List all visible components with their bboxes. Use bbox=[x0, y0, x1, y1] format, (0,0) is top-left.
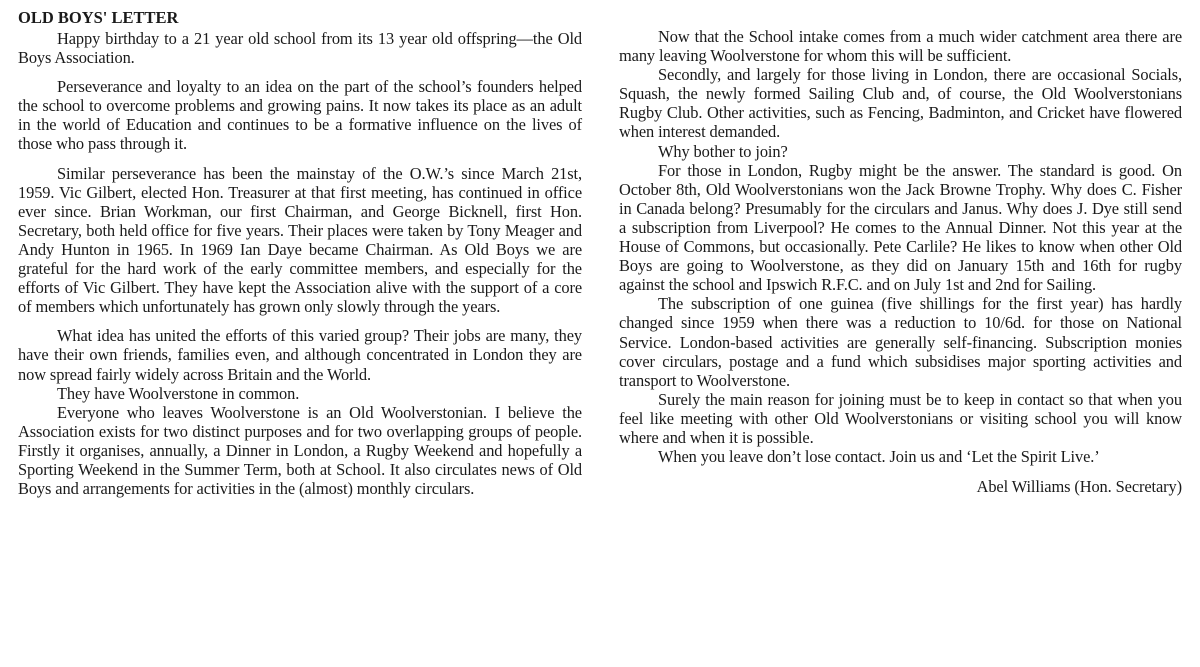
paragraph-history: Similar perseverance has been the mainstay of the O.W.’s since March 21st, 1959. Vic Gilbert, elected Hon. Treasurer at that first meeting, has continued in office ever since. Brian Workman, our first Chairman, and George Bicknell, first Hon. Secretary, both held office for five years. Their places were taken by Tony Meager and Andy Hunton in 1965. In 1969 Ian Daye became Chairman. As Old Boys we are grateful for the hard work of the early committee members, and especially for the efforts of Vic Gilbert. They have kept the Association alive with the support of a core of members which unfortunately has grown only slowly through the years. bbox=[18, 163, 582, 317]
paragraph-why-join: Why bother to join? bbox=[658, 141, 788, 161]
paragraph-rugby: For those in London, Rugby might be the answer. The standard is good. On October 8th, Old Woolverstonians won the Jack Browne Trophy. Why does C. Fisher in Canada belong? Presumably for the circulars and Janus. Why does J. Dye still send a subscription from Liverpool? He comes to the Annual Dinner. Not this year at the House of Commons, but occasionally. Pete Carlile? He likes to know when other Old Boys are going to Woolverstone, as they did on January 15th and 16th for rugby against the school and Ipswich R.F.C. and on July 1st and 2nd for Sailing. bbox=[619, 160, 1182, 295]
paragraph-purposes: Everyone who leaves Woolverstone is an Old Woolverstonian. I believe the Association exists for two distinct purposes and for two overlapping groups of people. Firstly it organises, annually, a Dinner in London, a Rugby Weekend and hopefully a Sporting Weekend in the Summer Term, both at School. It also circulates news of Old Boys and arrangements for activities in the (almost) monthly circulars. bbox=[18, 402, 582, 499]
paragraph-subscription: The subscription of one guinea (five shillings for the first year) has hardly changed since 1959 when there was a reduction to 10/6d. for those on National Service. London-based activities are generally self-financing. Subscription monies cover circulars, postage and a fund which subsidises major sporting activities and transport to Woolverstone. bbox=[619, 294, 1182, 390]
paragraph-keep-contact: Surely the main reason for joining must be to keep in contact so that when you feel like meeting with other Old Woolverstonians or visiting school you will know where and when it is possible. bbox=[619, 389, 1182, 447]
left-column bbox=[18, 8, 582, 498]
paragraph-united-idea: What idea has united the efforts of this varied group? Their jobs are many, they have their own friends, families even, and although concentrated in London they are now spread fairly widely across Britain and the World. bbox=[18, 326, 582, 384]
paragraph-intake: Now that the School intake comes from a much wider catchment area there are many leaving Woolverstone for whom this will be sufficient. bbox=[619, 27, 1182, 66]
paragraph-activities: Secondly, and largely for those living in London, there are occasional Socials, Squash, the newly formed Sailing Club and, of course, the Old Woolverstonians Rugby Club. Other activities, such as Fencing, Badminton, and Cricket have flowered when interest demanded. bbox=[619, 65, 1182, 142]
article-title: OLD BOYS' LETTER bbox=[18, 8, 179, 27]
paragraph-common: They have Woolverstone in common. bbox=[57, 383, 300, 403]
paragraph-perseverance: Perseverance and loyalty to an idea on the part of the school’s founders helped the school to overcome problems and growing pains. It now takes its place as an adult in the world of Education and continues to be a formative influence on the lives of those who pass through it. bbox=[18, 77, 582, 154]
right-column bbox=[619, 27, 1182, 496]
paragraph-closing: When you leave don’t lose contact. Join us and ‘Let the Spirit Live.’ bbox=[658, 447, 1100, 467]
paragraph-birthday: Happy birthday to a 21 year old school from its 13 year old offspring—the Old Boys Association. bbox=[18, 29, 582, 68]
signature: Abel Williams (Hon. Secretary) bbox=[976, 477, 1182, 497]
